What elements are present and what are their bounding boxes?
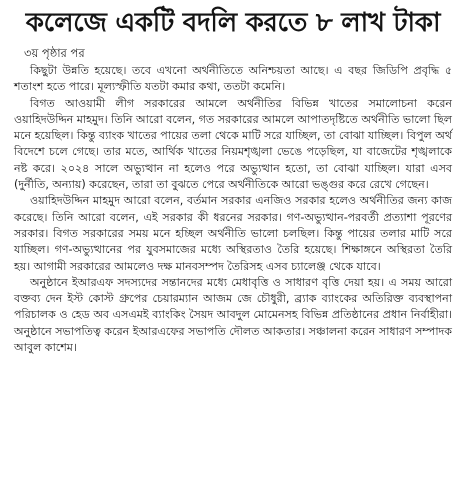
article-paragraph-4: অনুষ্ঠানে ইআরএফ সদস্যদের সন্তানদের মধ্যে মেধাবৃত্তি ও সাধারণ বৃত্তি দেয়া হয়। এ সময় আরো বক্তব্য দেন ইস্ট কোস্ট গ্রুপের চেয়ারম্যান আজম জে চৌধুরী, ব্র্যাক ব্যাংকের অতিরিক্ত ব্যবস্থাপনা পরিচালক ও হেড অব এসএমই ব্যাংকিং সৈয়দ আবদুল মোমেনসহ বিভিন্ন প্রতিষ্ঠানের প্রধান নির্বাহীরা। অনুষ্ঠানে সভাপতিত্ব করেন ইআরএফের সভাপতি দৌলত আকতার। সঞ্চালনা করেন সাধারণ সম্পাদক আবুল কাশেম। <box>14 275 452 355</box>
article-paragraph-1: কিছুটা উন্নতি হয়েছে। তবে এখনো অর্থনীতিতে অনিশ্চয়তা আছে। এ বছর জিডিপি প্রবৃদ্ধি ৫ শতাংশ হতে পারে। মূল্যস্ফীতি যতটা কমার কথা, ততটা কমেনি। <box>14 64 452 94</box>
article-headline: কলেজে একটি বদলি করতে ৮ লাখ টাকা <box>25 8 441 38</box>
continuation-note: ৩য় পৃষ্ঠার পর <box>24 46 85 60</box>
article-body <box>14 63 452 356</box>
article-paragraph-3: ওয়াহিদউদ্দিন মাহমুদ আরো বলেন, বর্তমান সরকার এনজিও সরকার হলেও অর্থনীতির জন্য কাজ করেছে। তিনি আরো বলেন, এই সরকার কী ধরনের সরকার। গণ-অভ্যুত্থান-পরবর্তী প্রত্যাশা পূরণের সরকার। বিগত সরকারের সময় মনে হচ্ছিল অর্থনীতি ভালো চলছিল। কিন্তু পায়ের তলার মাটি সরে যাচ্ছিল। গণ-অভ্যুত্থানের পর যুবসমাজের মধ্যে অস্থিরতাও তৈরি হয়েছে। শিক্ষাঙ্গনে অস্থিরতা তৈরি হয়। আগামী সরকারের আমলেও দক্ষ মানবসম্পদ তৈরিসহ এসব চ্যালেঞ্জ থেকে যাবে। <box>14 194 452 273</box>
article-paragraph-2: বিগত আওয়ামী লীগ সরকারের আমলে অর্থনীতির বিভিন্ন খাতের সমালোচনা করেন ওয়াহিদউদ্দিন মাহমুদ। তিনি আরো বলেন, গত সরকারের আমলে আপাতদৃষ্টিতে অর্থনীতি ভালো ছিল মনে হয়েছিল। কিন্তু ব্যাংক খাতের পায়ের তলা থেকে মাটি সরে যাচ্ছিল, তা বোঝা যাচ্ছিল। বিপুল অর্থ বিদেশে চলে গেছে। তার মতে, আর্থিক খাতের নিয়মশৃঙ্খলা ভেঙে পড়েছিল, যা বাজেটের শৃঙ্খলাকে নষ্ট করে। ২০২৪ সালে অভ্যুত্থান না হলেও পরে অভ্যুত্থান হতো, তা বোঝা যাচ্ছিল। যারা এসব (দুর্নীতি, অন্যায়) করেছেন, তারা তা বুঝতে পেরে অর্থনীতিকে আরো ভঙ্গুর করে রেখে গেছেন। <box>14 96 452 192</box>
